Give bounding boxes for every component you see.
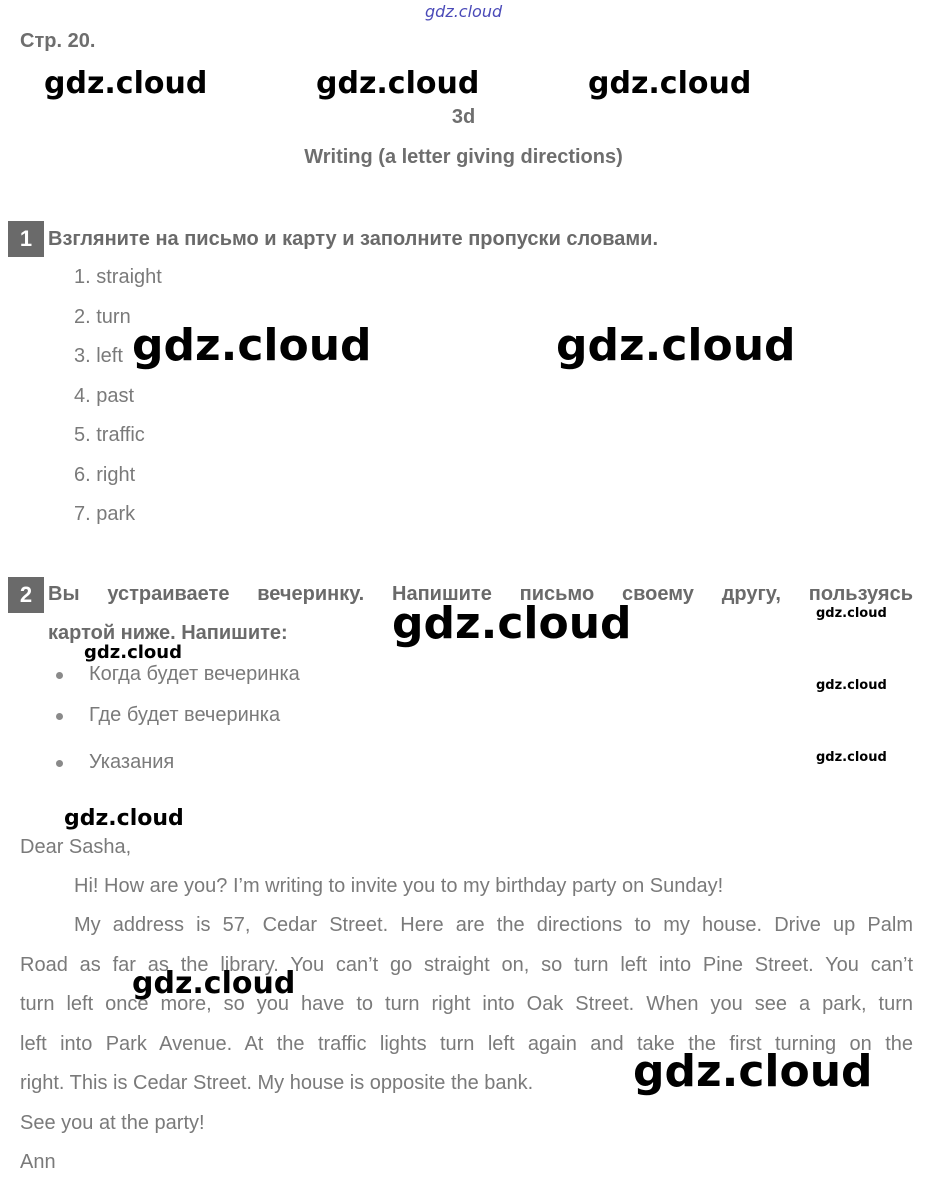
letter-line: My address is 57, Cedar Street. Here are the directions to my house. Drive up Palm <box>74 914 913 936</box>
watermark-right-small-2: gdz.cloud <box>816 678 887 693</box>
bullet-dot <box>56 713 63 720</box>
watermark-row1-center: gdz.cloud <box>316 66 480 101</box>
watermark-right-small-1: gdz.cloud <box>816 606 887 621</box>
exercise-2-number: 2 <box>8 577 44 613</box>
watermark-small-left: gdz.cloud <box>84 642 182 663</box>
answer-1: 1. straight <box>74 266 162 288</box>
watermark-right-small-3: gdz.cloud <box>816 750 887 765</box>
exercise-1-instruction: Взгляните на письмо и карту и заполните пропуски словами. <box>48 228 658 250</box>
letter-greeting: Dear Sasha, <box>20 836 132 858</box>
bullet-dot <box>56 672 63 679</box>
exercise-1-number: 1 <box>8 221 44 257</box>
watermark-exercise2: gdz.cloud <box>392 598 632 649</box>
letter-paragraph-1: Hi! How are you? I’m writing to invite you to my birthday party on Sunday! <box>74 875 724 897</box>
unit-label: 3d <box>451 106 476 128</box>
bullet-item: Когда будет вечеринка <box>89 663 300 685</box>
answer-4: 4. past <box>74 385 135 407</box>
unit-title: Writing (a letter giving directions) <box>304 146 623 168</box>
bullet-item: Указания <box>89 751 175 773</box>
watermark-letter-right: gdz.cloud <box>633 1046 873 1097</box>
answer-7: 7. park <box>74 503 136 525</box>
letter-line: right. This is Cedar Street. My house is opposite the bank. <box>20 1072 534 1094</box>
answer-5: 5. traffic <box>74 424 145 446</box>
letter-line: left into Park Avenue. At the traffic lights turn left again and take the first turning on the <box>20 1033 913 1055</box>
page-reference: Стр. 20. <box>20 30 96 52</box>
watermark-row1-left: gdz.cloud <box>44 66 208 101</box>
watermark-letter-mid: gdz.cloud <box>132 966 296 1001</box>
exercise-2-instruction-line2: картой ниже. Напишите: <box>48 622 288 644</box>
answer-3: 3. left <box>74 345 123 367</box>
letter-line: Road as far as the library. You can’t go straight on, so turn left into Pine Street. You can’t <box>20 954 913 976</box>
letter-line: turn left once more, so you have to turn right into Oak Street. When you see a park, turn <box>20 993 913 1015</box>
watermark-mid-right: gdz.cloud <box>556 320 796 371</box>
bullet-dot <box>56 760 63 767</box>
answer-6: 6. right <box>74 464 136 486</box>
bullet-item: Где будет вечеринка <box>89 704 281 726</box>
letter-closing: See you at the party! <box>20 1112 205 1134</box>
watermark-row1-right: gdz.cloud <box>588 66 752 101</box>
watermark-top: gdz.cloud <box>425 2 503 21</box>
watermark-mid-left: gdz.cloud <box>132 320 372 371</box>
letter-signature: Ann <box>20 1151 56 1173</box>
watermark-letter-top: gdz.cloud <box>64 806 184 831</box>
exercise-2-instruction-line1: Вы устраиваете вечеринку. Напишите письмо своему другу, пользуясь <box>48 583 913 605</box>
answer-2: 2. turn <box>74 306 131 328</box>
